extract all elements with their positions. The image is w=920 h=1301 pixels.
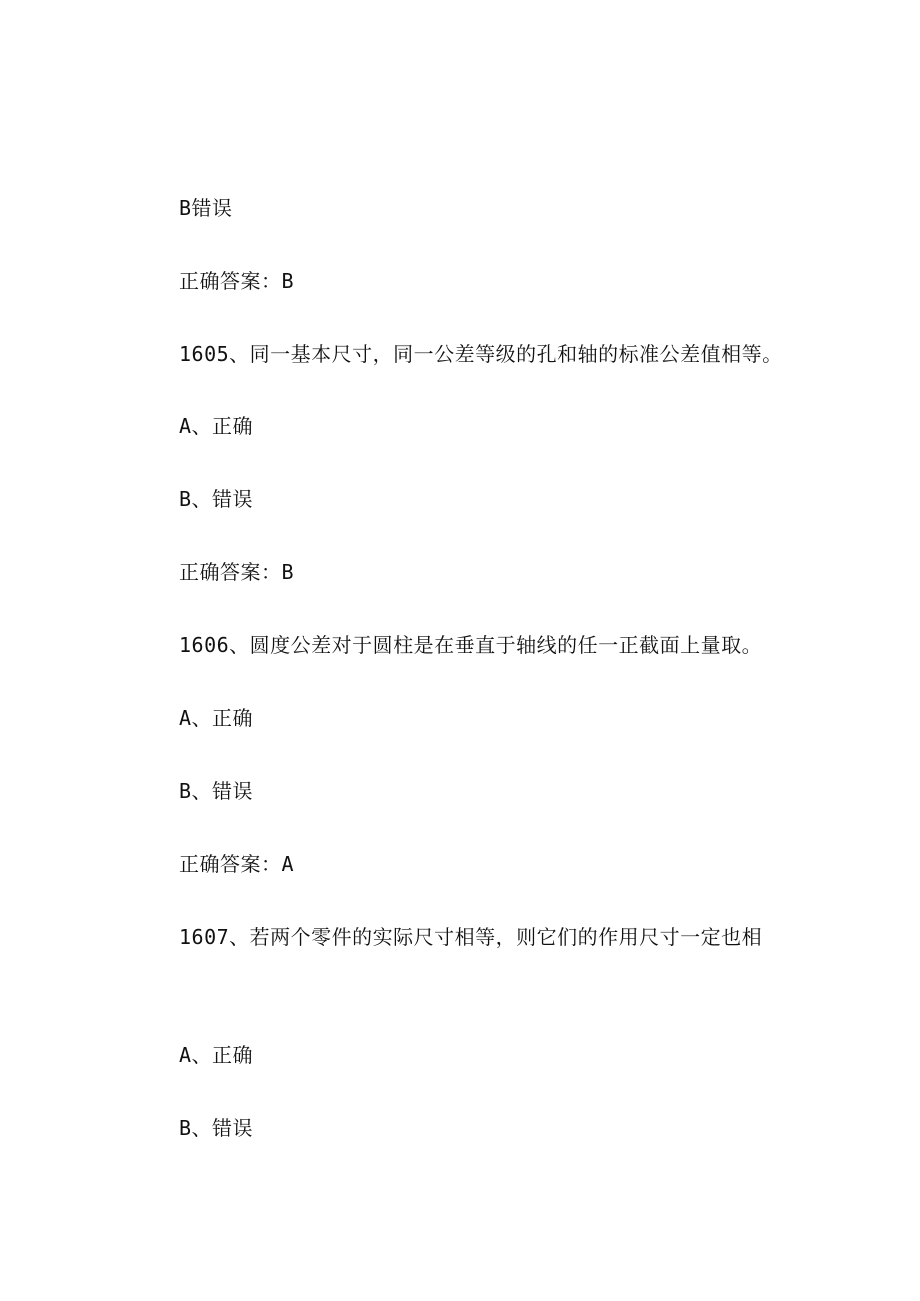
- question-1606-answer: 正确答案：A: [179, 852, 295, 876]
- answer-prev: 正确答案：B: [179, 269, 295, 293]
- question-1605-option-a: A、正确: [179, 414, 254, 438]
- question-1605-option-b: B、错误: [179, 487, 254, 511]
- question-1605: 1605、同一基本尺寸，同一公差等级的孔和轴的标准公差值相等。: [179, 342, 783, 366]
- question-1606-option-a: A、正确: [179, 706, 254, 730]
- question-1607: 1607、若两个零件的实际尺寸相等，则它们的作用尺寸一定也相: [179, 925, 763, 949]
- option-b-prev: B错误: [179, 196, 233, 220]
- question-1606: 1606、圆度公差对于圆柱是在垂直于轴线的任一正截面上量取。: [179, 633, 763, 657]
- question-1607-option-b: B、错误: [179, 1116, 254, 1140]
- question-1607-option-a: A、正确: [179, 1043, 254, 1067]
- question-1606-option-b: B、错误: [179, 779, 254, 803]
- question-1605-answer: 正确答案：B: [179, 560, 295, 584]
